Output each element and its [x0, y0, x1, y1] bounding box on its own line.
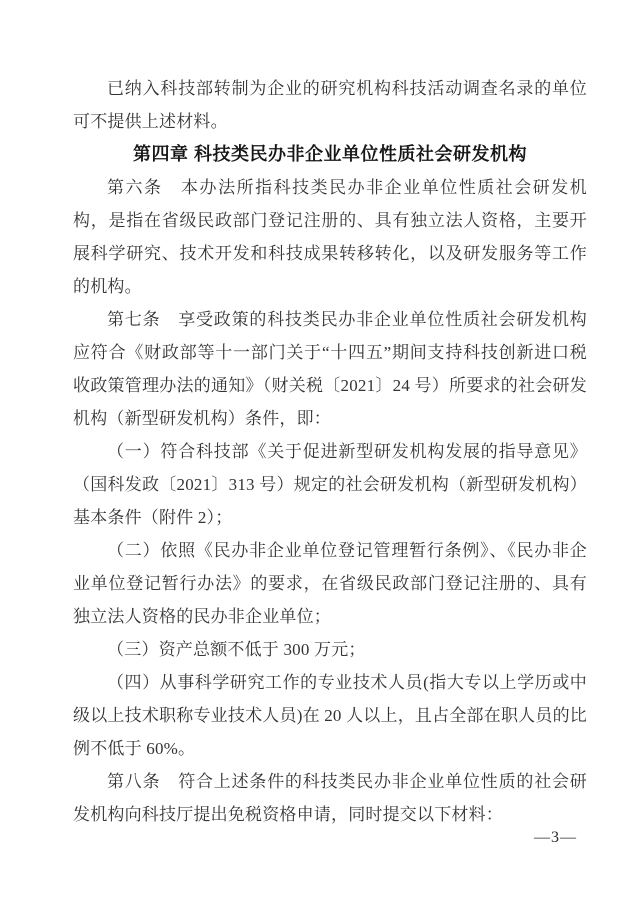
paragraph: （三）资产总额不低于 300 万元； [107, 640, 366, 659]
paragraph: （四）从事科学研究工作的专业技术人员(指大专以上学历或中级以上技术职称专业技术人员)在 20 人以上，且占全部在职人员的比例不低于 60%。 [73, 673, 587, 758]
paragraph: 第六条 本办法所指科技类民办非企业单位性质社会研发机构，是指在省级民政部门登记注册的、具有独立法人资格，主要开展科学研究、技术开发和科技成果转移转化，以及研发服务等工作的机构。 [73, 178, 587, 296]
paragraph: 已纳入科技部转制为企业的研究机构科技活动调查名录的单位可不提供上述材料。 [73, 79, 587, 131]
paragraph: 第七条 享受政策的科技类民办非企业单位性质社会研发机构应符合《财政部等十一部门关于“十四五”期间支持科技创新进口税收政策管理办法的通知》（财关税〔2021〕24 号）所要求的社会研发机构（新型研发机构）条件，即： [73, 310, 587, 428]
document-body [73, 72, 587, 831]
paragraph: （一）符合科技部《关于促进新型研发机构发展的指导意见》（国科发政〔2021〕313 号）规定的社会研发机构（新型研发机构）基本条件（附件 2）； [73, 442, 587, 527]
paragraph: （二）依照《民办非企业单位登记管理暂行条例》、《民办非企业单位登记暂行办法》的要求，在省级民政部门登记注册的、具有独立法人资格的民办非企业单位； [73, 541, 587, 626]
chapter-heading: 第四章 科技类民办非企业单位性质社会研发机构 [133, 144, 527, 164]
page-number: —3— [534, 829, 577, 846]
paragraph: 第八条 符合上述条件的科技类民办非企业单位性质的社会研发机构向科技厅提出免税资格申请，同时提交以下材料： [73, 772, 587, 824]
